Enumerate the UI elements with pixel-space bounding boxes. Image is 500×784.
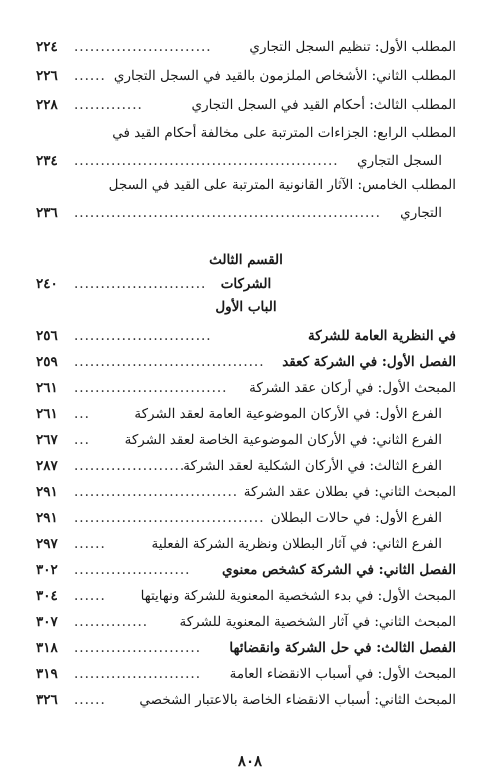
toc-entry	[36, 38, 456, 56]
toc-entry	[36, 379, 456, 397]
leader-dots: ....................................	[74, 510, 265, 526]
toc-entry	[36, 353, 456, 371]
toc-title: المبحث الأول: في أركان عقد الشركة	[249, 380, 456, 396]
toc-page-number: ٢٣٤	[36, 153, 58, 169]
toc-page-number: ٢٦١	[36, 380, 58, 396]
toc-title: المطلب الأول: تنظيم السجل التجاري	[249, 39, 456, 55]
toc-title: الفرع الأول: في حالات البطلان	[270, 510, 442, 526]
toc-entry	[36, 639, 456, 657]
toc-page-number: ٢٩١	[36, 484, 58, 500]
toc-entry	[36, 275, 456, 293]
leader-dots: ..........................	[74, 328, 212, 344]
toc-page-number: ٢٩١	[36, 510, 58, 526]
leader-dots: .............................	[74, 380, 228, 396]
toc-entry	[36, 613, 456, 631]
leader-dots: ..........................	[74, 39, 212, 55]
leader-dots: ........................	[74, 666, 201, 682]
section-heading: القسم الثالث	[209, 252, 283, 268]
toc-entry	[36, 96, 456, 114]
toc-entry	[36, 535, 456, 553]
toc-page-number: ٣٠٢	[36, 562, 58, 578]
leader-dots: ...............................	[74, 484, 239, 500]
toc-title: المطلب الثاني: الأشخاص الملزمون بالقيد في السجل التجاري	[113, 68, 456, 84]
toc-page-number: ٣٠٧	[36, 614, 58, 630]
toc-page-number: ٣٢٦	[36, 692, 58, 708]
leader-dots: ..........................................................	[74, 205, 381, 221]
toc-page-number: ٢٥٩	[36, 354, 58, 370]
chapter-heading: الباب الأول	[215, 299, 277, 315]
toc-entry	[36, 405, 456, 423]
leader-dots: ......................	[74, 562, 191, 578]
leader-dots: ......................	[74, 458, 191, 474]
toc-page-number: ٢٢٦	[36, 68, 58, 84]
leader-dots: ......	[74, 692, 106, 708]
toc-entry	[36, 67, 456, 85]
toc-title: المطلب الثالث: أحكام القيد في السجل التجاري	[191, 97, 456, 113]
toc-entry	[36, 509, 456, 527]
leader-dots: ......	[74, 588, 106, 604]
leader-dots: .............	[74, 97, 143, 113]
toc-page-number: ٣٠٤	[36, 588, 58, 604]
toc-page-number: ٢٤٠	[36, 276, 58, 292]
toc-entry-line1	[36, 176, 456, 194]
toc-title: المبحث الثاني: أسباب الانقضاء الخاصة بالاعتبار الشخصي	[139, 692, 456, 708]
toc-entry-line2	[36, 204, 456, 222]
leader-dots: ......	[74, 68, 106, 84]
toc-entry	[36, 327, 456, 345]
leader-dots: ..................................................	[74, 153, 339, 169]
toc-entry-line1	[36, 124, 456, 142]
toc-entry	[36, 483, 456, 501]
toc-page-number: ٣١٨	[36, 640, 58, 656]
toc-entry	[36, 431, 456, 449]
toc-title: المبحث الأول: في بدء الشخصية المعنوية للشركة ونهايتها	[140, 588, 456, 604]
toc-title: المطلب الخامس: الآثار القانونية المترتبة على القيد في السجل	[108, 177, 456, 193]
toc-title: الفصل الثاني: في الشركة كشخص معنوي	[222, 562, 456, 578]
toc-title: المبحث الثاني: في بطلان عقد الشركة	[243, 484, 456, 500]
leader-dots: .........................	[74, 276, 207, 292]
leader-dots: ........................	[74, 640, 201, 656]
toc-title: الشركات	[220, 276, 272, 292]
toc-title: الفصل الأول: في الشركة كعقد	[282, 354, 456, 370]
toc-title: التجاري	[400, 205, 442, 221]
toc-entry-line2	[36, 152, 456, 170]
toc-title: الفرع الثاني: في آثار البطلان ونظرية الشركة الفعلية	[151, 536, 442, 552]
toc-entry	[36, 665, 456, 683]
toc-title: المبحث الثاني: في آثار الشخصية المعنوية للشركة	[179, 614, 456, 630]
toc-title: الفصل الثالث: في حل الشركة وانقضائها	[229, 640, 456, 656]
toc-title: المبحث الأول: في أسباب الانقضاء العامة	[229, 666, 456, 682]
toc-title: في النظرية العامة للشركة	[308, 328, 456, 344]
toc-title: الفرع الأول: في الأركان الموضوعية العامة لعقد الشركة	[134, 406, 442, 422]
toc-page-number: ٢٩٧	[36, 536, 58, 552]
toc-page-number: ٣١٩	[36, 666, 58, 682]
toc-page-number: ٢٥٦	[36, 328, 58, 344]
toc-entry	[36, 457, 456, 475]
toc-page-number: ٢٣٦	[36, 205, 58, 221]
leader-dots: ......	[74, 536, 106, 552]
toc-entry	[36, 691, 456, 709]
leader-dots: ...	[74, 432, 90, 448]
toc-title: الفرع الثاني: في الأركان الموضوعية الخاصة لعقد الشركة	[124, 432, 442, 448]
toc-title: الفرع الثالث: في الأركان الشكلية لعقد الشركة	[183, 458, 442, 474]
toc-page-number: ٢٢٤	[36, 39, 58, 55]
toc-page-number: ٢٢٨	[36, 97, 58, 113]
toc-entry	[36, 561, 456, 579]
toc-page-number: ٢٦١	[36, 406, 58, 422]
toc-title: المطلب الرابع: الجزاءات المترتبة على مخالفة أحكام القيد في	[112, 125, 456, 141]
leader-dots: ....................................	[74, 354, 265, 370]
leader-dots: ..............	[74, 614, 149, 630]
toc-page-number: ٢٦٧	[36, 432, 58, 448]
toc-title: السجل التجاري	[357, 153, 442, 169]
page-number: ٨٠٨	[237, 752, 263, 770]
toc-page-number: ٢٨٧	[36, 458, 58, 474]
toc-entry	[36, 587, 456, 605]
leader-dots: ...	[74, 406, 90, 422]
